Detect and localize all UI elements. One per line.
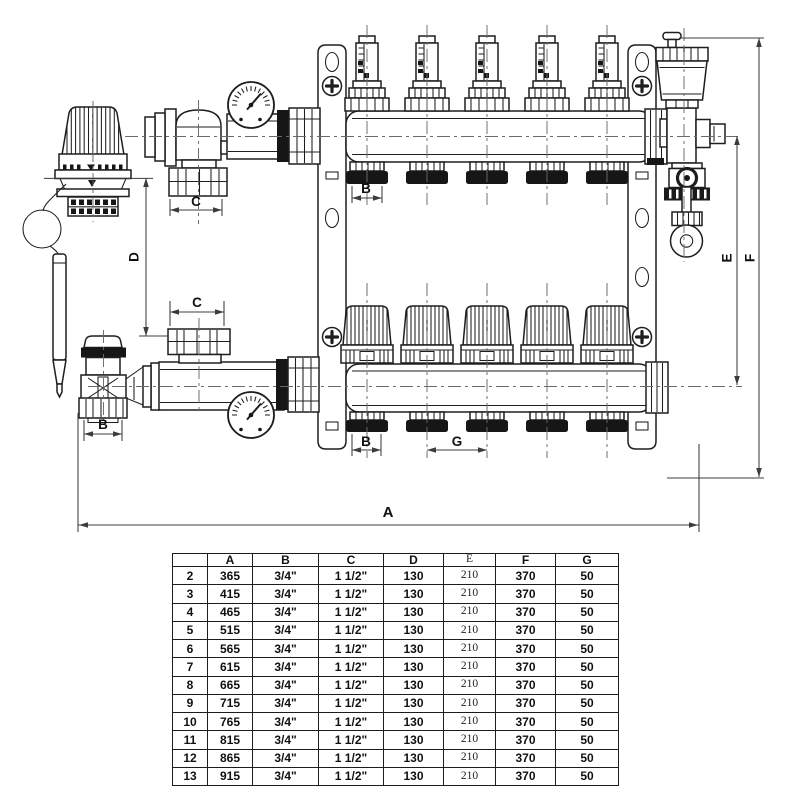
table-cell: 3/4": [253, 749, 319, 767]
table-cell: 370: [496, 731, 556, 749]
lower-manifold-bar: [346, 364, 652, 412]
table-cell: 370: [496, 585, 556, 603]
table-row: [173, 585, 619, 603]
table-cell: 130: [384, 767, 444, 785]
table-row: [173, 640, 619, 658]
table-cell: 8: [173, 676, 208, 694]
table-row: [173, 621, 619, 639]
table-cell: 370: [496, 749, 556, 767]
table-cell: 3/4": [253, 603, 319, 621]
table-header-cell: D: [384, 554, 444, 567]
table-cell: 210: [444, 676, 496, 694]
union-nut-lower-left: [288, 357, 319, 412]
dimension-table-head: [173, 554, 619, 567]
table-cell: 1 1/2": [319, 567, 384, 585]
table-cell: 370: [496, 603, 556, 621]
table-cell: 1 1/2": [319, 603, 384, 621]
table-cell: 50: [556, 676, 619, 694]
drain-valve: [664, 163, 710, 257]
table-header-cell: B: [253, 554, 319, 567]
dim-label-a: A: [382, 504, 394, 521]
table-cell: 2: [173, 567, 208, 585]
table-cell: 1 1/2": [319, 676, 384, 694]
table-row: [173, 731, 619, 749]
dim-label-b: B: [98, 417, 108, 432]
table-cell: 130: [384, 567, 444, 585]
pressure-gauge-upper: [228, 82, 274, 128]
table-cell: 50: [556, 567, 619, 585]
table-cell: 210: [444, 603, 496, 621]
table-cell: 50: [556, 658, 619, 676]
table-cell: 210: [444, 767, 496, 785]
table-cell: 1 1/2": [319, 640, 384, 658]
table-cell: 130: [384, 658, 444, 676]
table-row: [173, 658, 619, 676]
table-cell: 3/4": [253, 585, 319, 603]
dim-label-c: C: [191, 194, 201, 209]
table-header-cell: E: [444, 554, 496, 567]
table-cell: 465: [208, 603, 253, 621]
table-row: [173, 567, 619, 585]
table-cell: 7: [173, 658, 208, 676]
table-row: [173, 749, 619, 767]
table-cell: 370: [496, 640, 556, 658]
dim-label-b: B: [361, 181, 371, 196]
table-cell: 1 1/2": [319, 767, 384, 785]
table-cell: 130: [384, 749, 444, 767]
table-cell: 130: [384, 676, 444, 694]
table-cell: 210: [444, 731, 496, 749]
remote-sensor: [53, 254, 66, 397]
table-cell: 11: [173, 731, 208, 749]
pressure-gauge-lower: [228, 392, 274, 438]
table-cell: 370: [496, 713, 556, 731]
table-cell: 210: [444, 567, 496, 585]
dim-label-e: E: [719, 253, 735, 263]
table-cell: 50: [556, 640, 619, 658]
table-cell: 130: [384, 694, 444, 712]
table-cell: 3/4": [253, 713, 319, 731]
table-cell: 50: [556, 585, 619, 603]
table-cell: 1 1/2": [319, 585, 384, 603]
table-header-row: [173, 554, 619, 567]
table-cell: 370: [496, 658, 556, 676]
table-cell: 50: [556, 603, 619, 621]
table-cell: 13: [173, 767, 208, 785]
table-cell: 130: [384, 731, 444, 749]
table-cell: 515: [208, 621, 253, 639]
air-vent: [656, 33, 708, 109]
table-cell: 4: [173, 603, 208, 621]
table-cell: 1 1/2": [319, 749, 384, 767]
table-cell: 210: [444, 621, 496, 639]
table-cell: 370: [496, 767, 556, 785]
table-cell: 3/4": [253, 567, 319, 585]
dim-label-g: G: [451, 434, 463, 449]
drain-handwheel: [671, 225, 703, 257]
table-cell: 12: [173, 749, 208, 767]
table-cell: 10: [173, 713, 208, 731]
table-row: [173, 713, 619, 731]
table-cell: 210: [444, 658, 496, 676]
table-cell: 415: [208, 585, 253, 603]
table-cell: 130: [384, 585, 444, 603]
dimension-c-upper: [170, 194, 222, 216]
dim-label-d: D: [126, 252, 142, 262]
table-cell: 210: [444, 749, 496, 767]
table-cell: 1 1/2": [319, 713, 384, 731]
dimension-e: [720, 136, 740, 385]
table-row: [173, 603, 619, 621]
table-cell: 865: [208, 749, 253, 767]
dimension-c-lower: [170, 295, 224, 326]
dim-label-b: B: [361, 434, 371, 449]
table-cell: 50: [556, 749, 619, 767]
table-header-cell: A: [208, 554, 253, 567]
table-cell: 370: [496, 676, 556, 694]
wall-bracket-left: [318, 45, 346, 449]
table-cell: 370: [496, 694, 556, 712]
union-nut-upper-left: [289, 108, 320, 164]
table-cell: 3/4": [253, 658, 319, 676]
table-cell: 9: [173, 694, 208, 712]
table-cell: 765: [208, 713, 253, 731]
manifold-end-fitting-lower: [646, 362, 668, 413]
table-cell: 6: [173, 640, 208, 658]
table-cell: 1 1/2": [319, 621, 384, 639]
table-cell: 210: [444, 585, 496, 603]
table-header-cell: [173, 554, 208, 567]
table-cell: 615: [208, 658, 253, 676]
table-cell: 915: [208, 767, 253, 785]
dimension-table: [172, 553, 619, 786]
table-cell: 50: [556, 731, 619, 749]
table-cell: 3/4": [253, 621, 319, 639]
table-cell: 665: [208, 676, 253, 694]
table-cell: 5: [173, 621, 208, 639]
table-cell: 715: [208, 694, 253, 712]
table-cell: 130: [384, 713, 444, 731]
table-cell: 210: [444, 713, 496, 731]
dimension-g: [427, 434, 487, 453]
table-cell: 130: [384, 640, 444, 658]
table-cell: 3: [173, 585, 208, 603]
dim-label-f: F: [742, 253, 758, 263]
dim-label-c: C: [192, 295, 202, 310]
table-cell: 3/4": [253, 676, 319, 694]
table-cell: 3/4": [253, 640, 319, 658]
dimension-b-valve: [84, 417, 122, 441]
table-cell: 1 1/2": [319, 694, 384, 712]
table-cell: 3/4": [253, 694, 319, 712]
table-header-cell: C: [319, 554, 384, 567]
table-cell: 50: [556, 767, 619, 785]
supply-elbow-assembly: [145, 82, 320, 196]
table-cell: 3/4": [253, 767, 319, 785]
table-header-cell: F: [496, 554, 556, 567]
dimension-table-body: [173, 567, 619, 786]
table-row: [173, 676, 619, 694]
table-cell: 815: [208, 731, 253, 749]
table-cell: 50: [556, 713, 619, 731]
dimension-b-lower: [352, 434, 381, 456]
table-cell: 370: [496, 621, 556, 639]
table-cell: 210: [444, 640, 496, 658]
table-header-cell: G: [556, 554, 619, 567]
table-cell: 3/4": [253, 731, 319, 749]
table-cell: 130: [384, 603, 444, 621]
angle-valve: [79, 336, 143, 423]
table-cell: 50: [556, 621, 619, 639]
table-cell: 365: [208, 567, 253, 585]
table-row: [173, 694, 619, 712]
table-cell: 565: [208, 640, 253, 658]
table-cell: 370: [496, 567, 556, 585]
table-row: [173, 767, 619, 785]
table-cell: 130: [384, 621, 444, 639]
table-cell: 50: [556, 694, 619, 712]
table-cell: 1 1/2": [319, 658, 384, 676]
table-cell: 210: [444, 694, 496, 712]
union-nut-c-upper: [169, 168, 227, 196]
table-cell: 1 1/2": [319, 731, 384, 749]
